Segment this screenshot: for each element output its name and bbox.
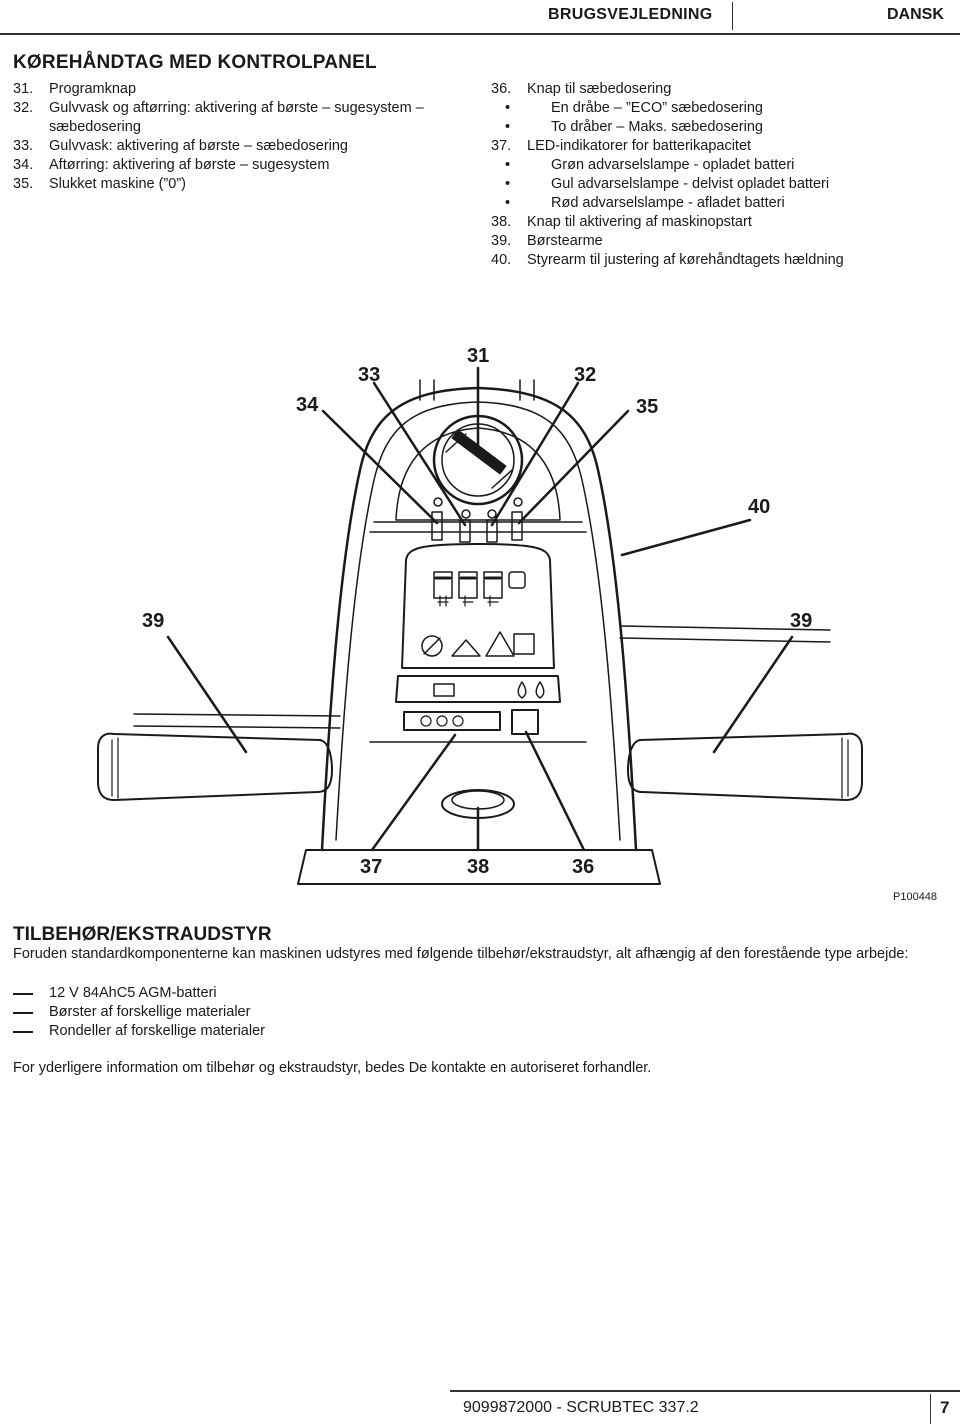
- callout-39-right: 39: [790, 610, 813, 632]
- manual-title: BRUGSVEJLEDNING: [548, 6, 713, 23]
- list-subitem: • Rød advarselslampe - afladet batteri: [491, 194, 951, 213]
- list-item: 40. Styrearm til justering af kørehåndtagets hældning: [491, 252, 844, 268]
- accessories-title: TILBEHØR/EKSTRAUDSTYR: [13, 924, 272, 945]
- list-item: 32. Gulvvask og aftørring: aktivering af børste – sugesystem –: [13, 100, 424, 116]
- callout-34: 34: [296, 394, 319, 416]
- section-title: KØREHÅNDTAG MED KONTROLPANEL: [13, 52, 377, 73]
- list-item: 31. Programknap: [13, 81, 137, 97]
- callout-35: 35: [636, 396, 659, 418]
- footer-rule: [450, 1390, 960, 1392]
- callout-40: 40: [748, 496, 771, 518]
- list-subitem: • Gul advarselslampe - delvist opladet batteri: [491, 175, 951, 194]
- callout-32: 32: [574, 364, 597, 386]
- accessories-list: [13, 984, 265, 1041]
- callout-38: 38: [467, 856, 490, 878]
- list-subitem: • En dråbe – ”ECO” sæbedosering: [491, 99, 951, 118]
- list-item: 35. Slukket maskine (”0”): [13, 176, 186, 192]
- figure-code: P100448: [893, 891, 938, 903]
- language-label: DANSK: [887, 6, 944, 23]
- callout-37: 37: [360, 856, 383, 878]
- page-number: 7: [940, 1398, 950, 1417]
- list-item: 12 V 84AhC5 AGM-batteri: [13, 984, 265, 1003]
- list-item: 39. Børstearme: [491, 233, 603, 249]
- list-subitem: • Grøn advarselslampe - opladet batteri: [491, 156, 951, 175]
- list-item: 33. Gulvvask: aktivering af børste – sæbedosering: [13, 138, 348, 154]
- list-item-continuation: sæbedosering: [49, 119, 141, 135]
- list-item: Rondeller af forskellige materialer: [13, 1022, 265, 1041]
- callout-31: 31: [467, 345, 490, 367]
- list-item: 36. Knap til sæbedosering: [491, 81, 672, 97]
- list-item: 38. Knap til aktivering af maskinopstart: [491, 214, 752, 230]
- document-code: 9099872000 - SCRUBTEC 337.2: [463, 1399, 699, 1416]
- list-item: 34. Aftørring: aktivering af børste – sugesystem: [13, 157, 330, 173]
- callout-33: 33: [358, 364, 381, 386]
- list-item: Børster af forskellige materialer: [13, 1003, 265, 1022]
- list-item: 37. LED-indikatorer for batterikapacitet: [491, 138, 752, 154]
- accessories-contact-note: For yderligere information om tilbehør og ekstraudstyr, bedes De kontakte en autoriseret forhandler.: [13, 1060, 652, 1076]
- page-footer: [0, 1390, 960, 1426]
- list-subitem: • To dråber – Maks. sæbedosering: [491, 118, 951, 137]
- accessories-intro: Foruden standardkomponenterne kan maskinen udstyres med følgende tilbehør/ekstraudstyr, alt afhængig af den forestående type arbejde:: [13, 946, 909, 962]
- callout-39-left: 39: [142, 610, 165, 632]
- footer-divider: [930, 1394, 931, 1424]
- callout-36: 36: [572, 856, 595, 878]
